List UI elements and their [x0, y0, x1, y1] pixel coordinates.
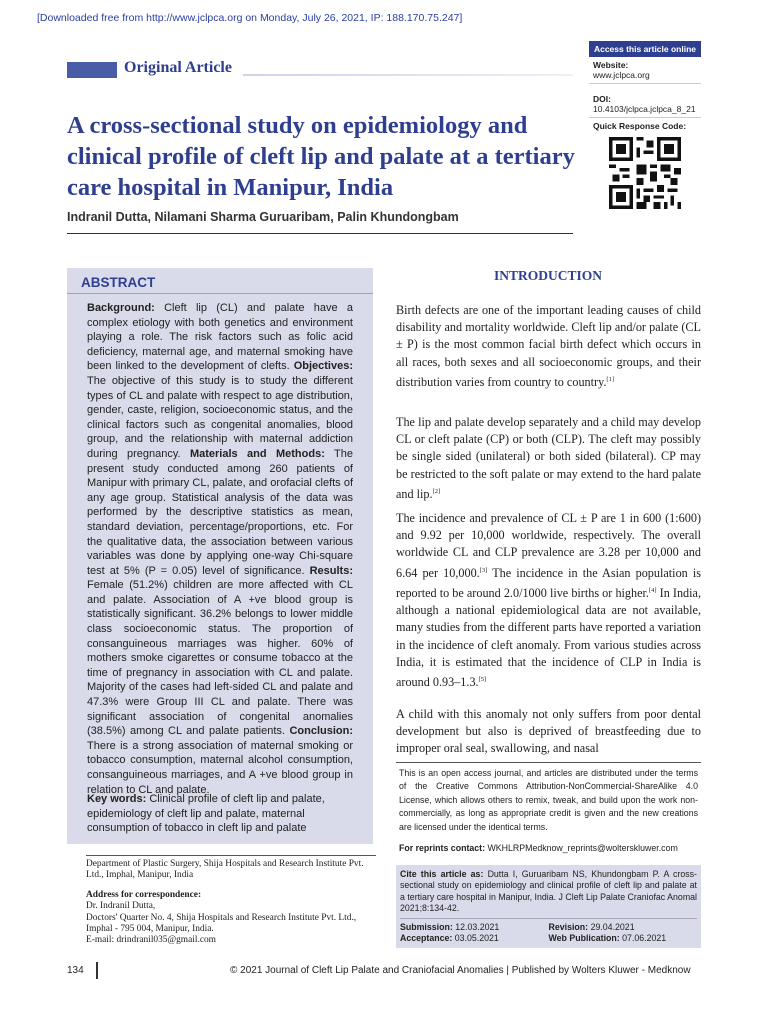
keywords — [87, 792, 353, 836]
intro-p3-text-c: In India, although a national epidemiological data are not available, many studies from the different parts have reported a variation in the incidence of cleft anomaly. From various studies across India, it is estimated that the incidence of CLP in India is around 0.93–1.3. — [396, 585, 701, 690]
citation-text — [400, 869, 697, 914]
keywords-label: Key words: — [87, 793, 147, 805]
doi-block — [589, 84, 701, 118]
intro-p1-text: Birth defects are one of the important leading causes of child disability and mortality worldwide. Cleft lip and/or palate (CL ± P) is the most common facial birth defect which occurs in all races, both sexes and all socioeconomic groups, and their distribution varies from country to country. — [396, 303, 701, 389]
access-sidebar — [589, 41, 701, 216]
article-title: A cross-sectional study on epidemiology and clinical profile of cleft lip and palate at a tertiary care hospital in Manipur, India — [67, 112, 575, 201]
submission-value: 12.03.2021 — [455, 922, 500, 933]
keywords-text: Clinical profile of cleft lip and palate, epidemiology of cleft lip and palate, maternal consumption of tobacco in cleft lip and palate — [87, 793, 325, 835]
intro-p3-text-a: The incidence and prevalence of CL ± P are 1 in 600 (1:600) and 9.92 per 10,000 worldwide, respectively. The overall worldwide CL and CLP prevalence are 3.28 per 10,000 and 6.64 per 10,000. — [396, 511, 701, 580]
citation-ref[interactable]: [1] — [606, 375, 615, 383]
reprints-line — [396, 842, 701, 855]
revision-label: Revision: — [548, 922, 589, 933]
author-list: Indranil Dutta, Nilamani Sharma Guruaribam, Palin Khundongbam — [67, 210, 459, 224]
introduction-heading: INTRODUCTION — [493, 268, 602, 283]
citation-box — [396, 865, 701, 948]
intro-paragraph-3 — [396, 510, 701, 691]
license-text: This is an open access journal, and articles are distributed under the terms of the Creative Commons Attribution-NonCommercial-ShareAlike 4.0 License, which allows others to remix, tweak, and build upon the work non-commercially, as long as appropriate credit is given and the new creations are licensed under the identical terms. — [399, 768, 698, 832]
cite-label: Cite this article as: — [400, 869, 484, 879]
submission-date — [400, 922, 549, 933]
methods-text: The present study conducted among 260 patients of Manipur with primary CL, palate, and orofacial clefts of any age group. Statistical analysis of the data was performed by the descriptive statistics as mean, standard deviation, percentage/proportions, etc. For the qualitative data, the association between various variables was done by applying one-way Chi-square test at 5% (P = 0.05) level of significance. — [87, 447, 354, 577]
acceptance-value: 03.05.2021 — [454, 933, 499, 944]
objectives-text: The objective of this study is to study the different types of CL and palate with respect to age distribution, gender, caste, religion, socioeconomic status, and the clinical factors such as congenital anomalies, blood group, and the relationship with maternal addiction during pregnancy. — [87, 374, 353, 460]
qr-label: Quick Response Code: — [593, 121, 687, 131]
revision-date — [549, 922, 698, 933]
affiliation-block — [86, 855, 376, 947]
web-label: Web Publication: — [548, 933, 620, 944]
title-divider — [67, 233, 573, 234]
citation-ref[interactable]: [3] — [479, 566, 488, 574]
citation-ref[interactable]: [4] — [648, 586, 657, 594]
citation-ref[interactable]: [2] — [432, 487, 441, 495]
website-link[interactable]: www.jclpca.org — [593, 70, 650, 80]
access-header: Access this article online — [589, 41, 701, 57]
qr-code-icon[interactable] — [609, 137, 681, 209]
intro-p2-text: The lip and palate develop separately and a child may develop CL or cleft palate (CP) or both (CLP). The cleft may possibly be single sided (unilateral) or both sided (bilateral). CP may be restricted to the soft palate or may extend to the hard palate and lip. — [396, 415, 701, 501]
correspondence — [86, 890, 376, 947]
download-notice[interactable]: [Downloaded free from http://www.jclpca.org on Monday, July 26, 2021, IP: 188.170.75.247] — [37, 12, 463, 24]
reprints-email[interactable]: WKHLRPMedknow_reprints@wolterskluwer.com — [487, 843, 678, 854]
revision-value: 29.04.2021 — [590, 922, 635, 933]
acceptance-date — [400, 933, 549, 944]
submission-label: Submission: — [400, 922, 453, 933]
reprints-label: For reprints contact: — [399, 843, 486, 854]
article-type-label: Original Article — [124, 59, 232, 76]
doi-label: DOI: — [593, 94, 611, 104]
correspondence-label: Address for correspondence: — [86, 889, 202, 900]
website-block — [589, 57, 701, 84]
article-type-rule — [243, 74, 573, 76]
intro-paragraph-1 — [396, 302, 701, 391]
footer-copyright: © 2021 Journal of Cleft Lip Palate and Craniofacial Anomalies | Published by Wolters Kluwer - Medknow — [230, 965, 691, 976]
abstract-box — [67, 268, 373, 844]
footer-divider — [96, 962, 98, 979]
correspondence-name: Dr. Indranil Dutta, — [86, 901, 156, 912]
acceptance-label: Acceptance: — [400, 933, 453, 944]
abstract-text — [87, 301, 353, 797]
page-number: 134 — [67, 965, 84, 976]
website-label: Website: — [593, 60, 629, 70]
methods-label: Materials and Methods: — [189, 447, 325, 460]
correspondence-address: Doctors' Quarter No. 4, Shija Hospitals and Research Institute Pvt. Ltd., Imphal - 795 004, Manipur, India. — [86, 912, 357, 935]
intro-p3-text-b: The incidence in the Asian population is reported to be around 2.0/1000 live births or higher. — [396, 565, 702, 600]
intro-paragraph-2 — [396, 414, 701, 503]
abstract-divider — [67, 293, 373, 294]
publication-dates — [400, 918, 697, 944]
results-text: Female (51.2%) children are more affected with CL and palate. Association of A +ve blood group is statistically significant. 36.2% belongs to lower middle class socioeconomic status. The proportion of consanguineous marriages was higher. 60% of mothers smoke cigarettes or consume tobacco at the time of pregnancy in association with CL and palate. Majority of the cases had left-sided CL and palate and 47.3% were Group III CL and palate. There was significant association of congenital anomalies (38.5%) among CL and palate patients. — [87, 579, 353, 738]
abstract-heading: ABSTRACT — [81, 275, 156, 290]
web-publication-date — [549, 933, 698, 944]
objectives-label: Objectives: — [293, 360, 354, 373]
conclusion-text: There is a strong association of maternal smoking or tobacco consumption, maternal alcohol consumption, consanguineous marriages, and A +ve blood group in relation to CL and palate. — [87, 739, 353, 796]
article-type-bar — [67, 62, 117, 78]
correspondence-email[interactable]: E-mail: drindranil035@gmail.com — [86, 935, 216, 946]
cite-body: Dutta I, Guruaribam NS, Khundongbam P. A cross-sectional study on epidemiology and clinical profile of cleft lip and palate at a tertiary care hospital in Manipur, India. J Cleft Lip Palate Craniofac Anomal 2021;8:134-42. — [400, 869, 697, 913]
background-text: Cleft lip (CL) and palate have a complex etiology with both genetics and environment playing a role. The risk factors such as folic acid deficiency, maternal age, and maternal smoking have been linked to the development of clefts. — [87, 302, 353, 373]
doi-link[interactable]: 10.4103/jclpca.jclpca_8_21 — [593, 104, 696, 114]
results-label: Results: — [309, 564, 353, 577]
web-value: 07.06.2021 — [622, 933, 667, 944]
citation-ref[interactable]: [5] — [478, 675, 487, 683]
background-label: Background: — [87, 302, 155, 314]
conclusion-label: Conclusion: — [289, 725, 353, 738]
intro-paragraph-4: A child with this anomaly not only suffers from poor dental development but also is deprived of breastfeeding due to improper oral seal, swallowing, and nasal — [396, 707, 701, 756]
open-access-notice — [396, 762, 701, 855]
department: Department of Plastic Surgery, Shija Hospitals and Research Institute Pvt. Ltd., Imphal, Manipur, India — [86, 859, 364, 881]
qr-block — [589, 118, 701, 216]
